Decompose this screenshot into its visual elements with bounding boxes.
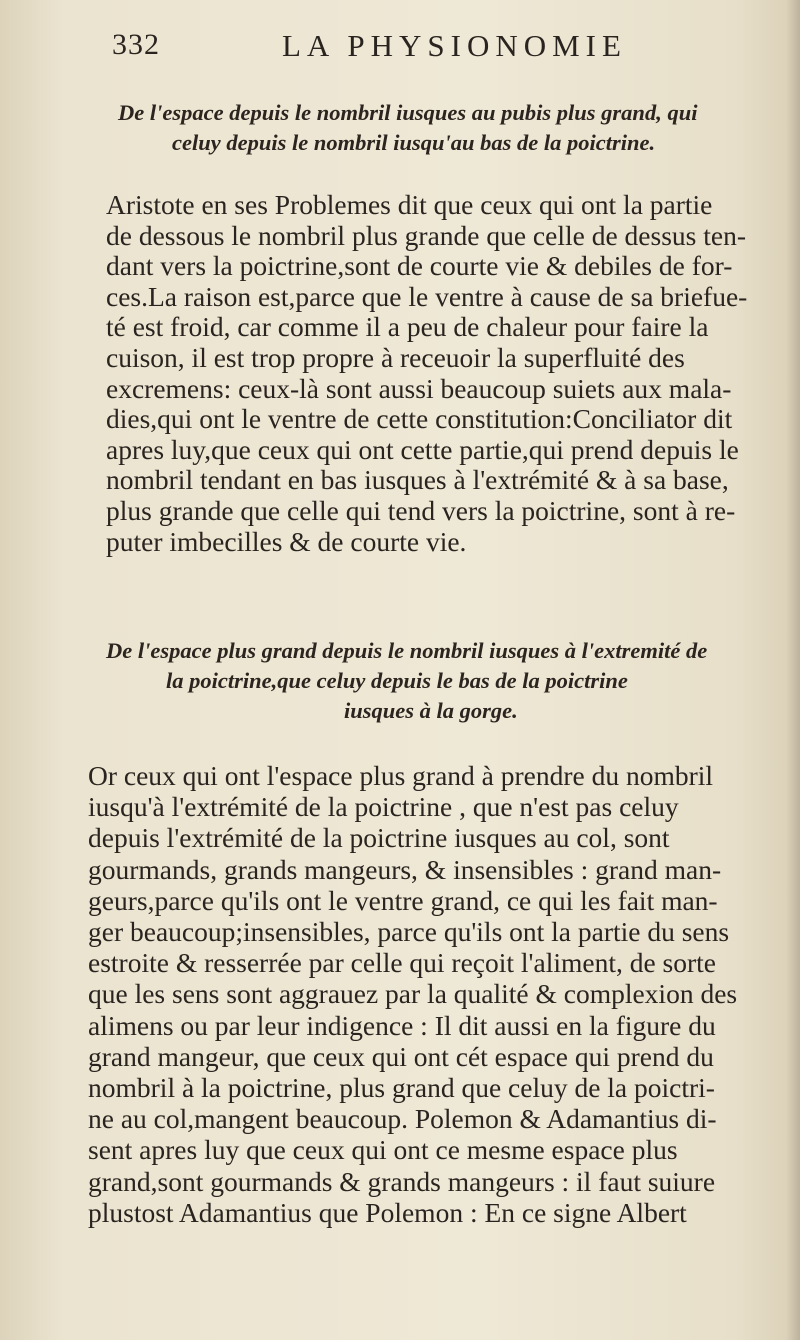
body-line: Aristote en ses Problemes dit que ceux qui ont la partie (106, 189, 713, 220)
heading-line: De l'espace plus grand depuis le nombril iusques à l'extremité de (106, 638, 708, 663)
body-line: puter imbecilles & de courte vie. (106, 525, 467, 557)
body-line: nombril tendant en bas iusques à l'extrémité & à sa base, (106, 464, 729, 496)
section-body-2 (88, 760, 800, 1228)
section-body-1 (106, 190, 796, 557)
body-line: dant vers la poictrine,sont de courte vie & debiles de for- (106, 250, 733, 282)
body-line: apres luy,que ceux qui ont cette partie,qui prend depuis le (106, 433, 739, 465)
body-line: nombril à la poictrine, plus grand que celuy de la poictri- (88, 1072, 715, 1104)
body-line: ger beaucoup;insensibles, parce qu'ils ont la partie du sens (88, 916, 730, 948)
body-line: de dessous le nombril plus grande que celle de dessus ten- (106, 219, 746, 251)
body-line: té est froid, car comme il a peu de chaleur pour faire la (106, 311, 709, 343)
heading-line: la poictrine,que celuy depuis le bas de la poictrine (166, 668, 628, 693)
body-line: geurs,parce qu'ils ont le ventre grand, ce qui les fait man- (88, 884, 718, 916)
running-head: LA PHYSIONOMIE (282, 28, 627, 63)
body-line: cuison, il est trop propre à receuoir la superfluité des (106, 341, 685, 373)
body-line: sent apres luy que ceux qui ont ce mesme espace plus (88, 1134, 678, 1166)
body-line: ne au col,mangent beaucoup. Polemon & Adamantius di- (88, 1103, 717, 1135)
body-line: grand,sont gourmands & grands mangeurs : il faut suiure (88, 1165, 716, 1197)
body-line: dies,qui ont le ventre de cette constitution:Conciliator dit (106, 403, 733, 435)
body-line: Or ceux qui ont l'espace plus grand à prendre du nombril (88, 760, 714, 791)
heading-line: iusques à la gorge. (344, 698, 518, 723)
body-line: alimens ou par leur indigence : Il dit aussi en la figure du (88, 1009, 716, 1041)
body-line: depuis l'extrémité de la poictrine iusques au col, sont (88, 822, 670, 854)
body-line: gourmands, grands mangeurs, & insensibles : grand man- (88, 853, 722, 885)
body-line: que les sens sont aggrauez par la qualité & complexion des (88, 978, 738, 1010)
body-line: iusqu'à l'extrémité de la poictrine , que n'est pas celuy (88, 791, 679, 823)
body-line: ces.La raison est,parce que le ventre à cause de sa briefue- (106, 280, 748, 312)
body-line: grand mangeur, que ceux qui ont cét espace qui prend du (88, 1040, 714, 1072)
section-heading-1 (118, 98, 798, 158)
page-number: 332 (112, 28, 160, 61)
heading-line: celuy depuis le nombril iusqu'au bas de la poictrine. (172, 130, 656, 155)
section-heading-2 (106, 636, 796, 726)
body-line: plustost Adamantius que Polemon : En ce signe Albert (88, 1196, 687, 1228)
body-line: excremens: ceux-là sont aussi beaucoup suiets aux mala- (106, 372, 732, 404)
page-header (112, 28, 712, 72)
heading-line: De l'espace depuis le nombril iusques au pubis plus grand, qui (118, 100, 698, 125)
body-line: estroite & resserrée par celle qui reçoit l'aliment, de sorte (88, 947, 717, 979)
body-line: plus grande que celle qui tend vers la poictrine, sont à re- (106, 494, 736, 526)
